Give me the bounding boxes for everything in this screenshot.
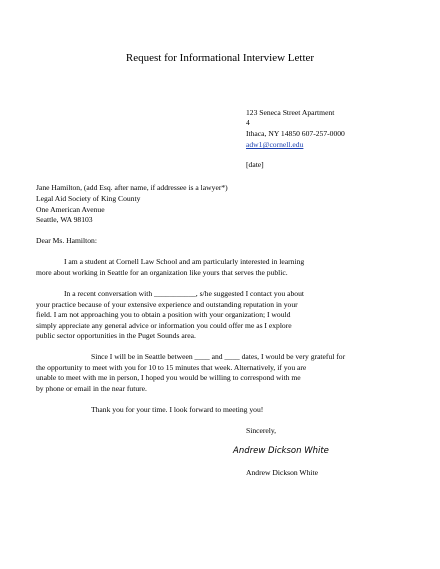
sender-city-phone: Ithaca, NY 14850 607-257-0000 xyxy=(246,129,345,138)
para1-line: I am a student at Cornell Law School and am particularly interested in learning xyxy=(64,257,305,266)
para2-line: field. I am not approaching you to obtain a position with your organization; I would xyxy=(36,310,291,319)
recipient-city: Seattle, WA 98103 xyxy=(36,215,93,224)
signature-name: Andrew Dickson White xyxy=(246,468,318,477)
closing-line: Thank you for your time. I look forward to meeting you! xyxy=(91,405,264,414)
sender-email-link[interactable]: adw1@cornell.edu xyxy=(246,140,304,149)
para2-line: In a recent conversation with ___________, s/he suggested I contact you about xyxy=(64,289,304,298)
para3-line: Since I will be in Seattle between ____ and ____ dates, I would be very grateful for xyxy=(91,352,346,361)
para2-line: your practice because of your extensive experience and outstanding reputation in your xyxy=(36,300,298,309)
para2-line: simply appreciate any general advice or information you could offer me as I explore xyxy=(36,321,292,330)
letter-title: Request for Informational Interview Letter xyxy=(125,52,315,64)
letter-date: [date] xyxy=(246,160,264,169)
salutation: Dear Ms. Hamilton: xyxy=(36,236,97,245)
para3-line: the opportunity to meet with you for 10 to 15 minutes that week. Alternatively, if you are xyxy=(36,363,307,372)
para2-line: public sector opportunities in the Puget Sounds area. xyxy=(36,331,196,340)
recipient-street: One American Avenue xyxy=(36,205,105,214)
para3-line: unable to meet with me in person, I hoped you would be willing to correspond with me xyxy=(36,373,301,382)
sender-apt: 4 xyxy=(246,118,250,127)
para1-line: more about working in Seattle for an organization like yours that serves the public. xyxy=(36,268,288,277)
sender-street: 123 Seneca Street Apartment xyxy=(246,108,335,117)
para3-line: by phone or email in the near future. xyxy=(36,384,147,393)
signature-script: Andrew Dickson White xyxy=(233,446,329,456)
recipient-name: Jane Hamilton, (add Esq. after name, if addressee is a lawyer*) xyxy=(36,183,228,192)
recipient-organization: Legal Aid Society of King County xyxy=(36,194,141,203)
closing: Sincerely, xyxy=(246,426,277,435)
